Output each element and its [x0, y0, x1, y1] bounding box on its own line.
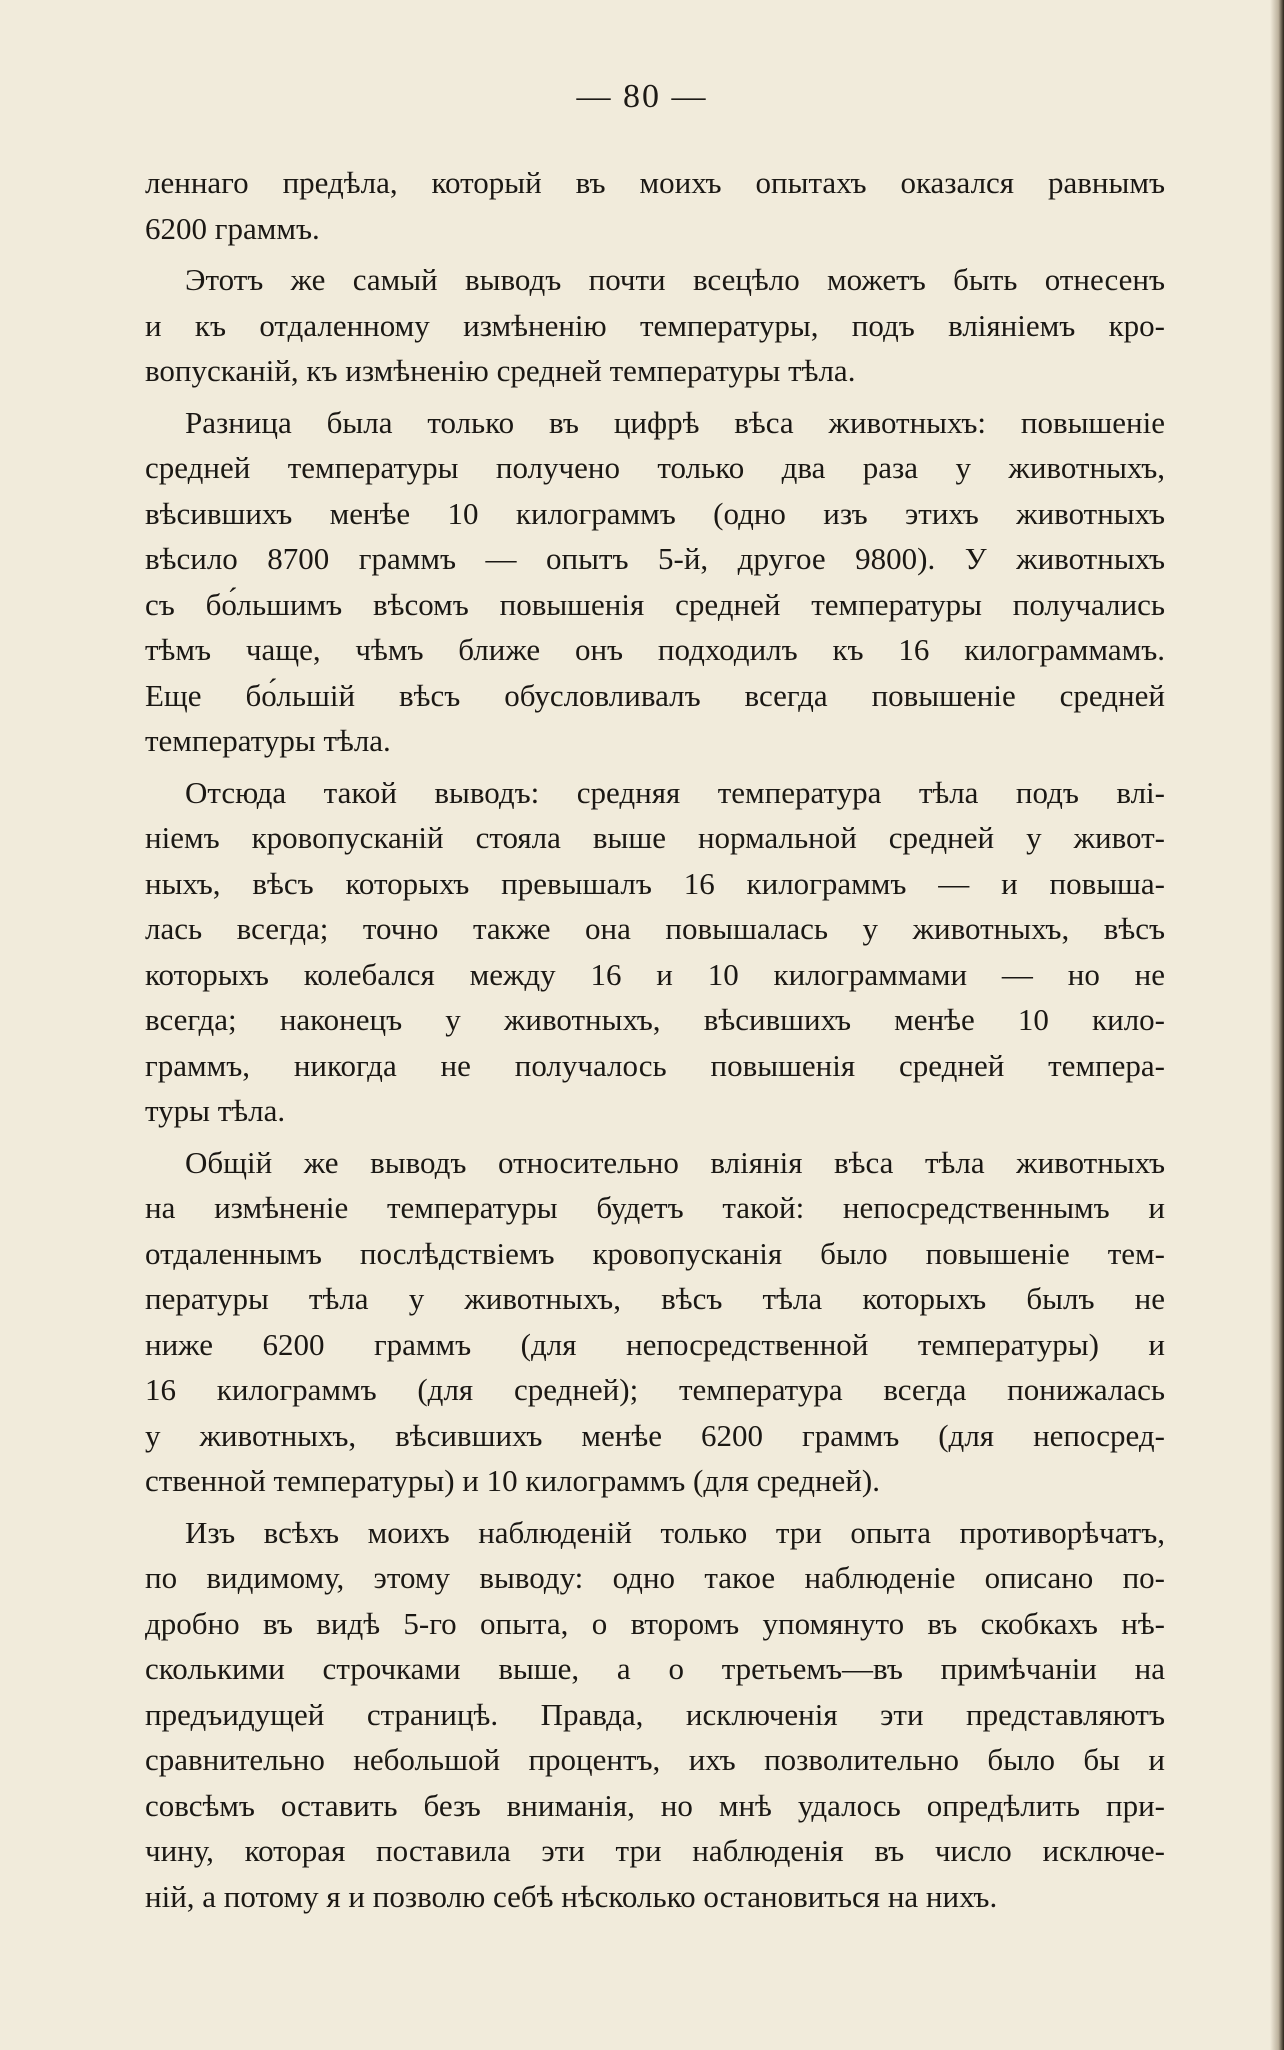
text-line: туры тѣла. — [145, 1093, 286, 1128]
paragraph-p1 — [145, 160, 1165, 251]
text-line: средней температуры получено только два раза у животныхъ, — [145, 450, 1165, 485]
text-line: ственной температуры) и 10 килограммъ (для средней). — [145, 1463, 880, 1498]
page-edge-shadow — [1270, 0, 1284, 2050]
text-line: вѣсило 8700 граммъ — опытъ 5-й, другое 9800). У животныхъ — [145, 541, 1165, 576]
text-line: съ бо́льшимъ вѣсомъ повышенія средней температуры получались — [145, 586, 1165, 622]
text-line: по видимому, этому выводу: одно такое наблюденіе описано по- — [145, 1560, 1165, 1595]
text-line: Еще бо́льшій вѣсъ обусловливалъ всегда повышеніе средней — [145, 677, 1165, 713]
text-line: ній, а потому я и позволю себѣ нѣсколько остановиться на нихъ. — [145, 1878, 998, 1914]
text-line: вѣсившихъ менѣе 10 килограммъ (одно изъ этихъ животныхъ — [145, 495, 1165, 531]
text-line: тѣмъ чаще, чѣмъ ближе онъ подходилъ къ 16 килограммамъ. — [145, 632, 1165, 667]
text-line: которыхъ колебался между 16 и 10 килограммами — но не — [145, 956, 1165, 992]
text-line: всегда; наконецъ у животныхъ, вѣсившихъ менѣе 10 кило- — [145, 1002, 1165, 1037]
text-line: ніемъ кровопусканій стояла выше нормальной средней у живот- — [145, 820, 1165, 855]
text-line: Разница была только въ цифрѣ вѣса животныхъ: повышеніе — [185, 404, 1165, 440]
text-line: ныхъ, вѣсъ которыхъ превышалъ 16 килограммъ — и повыша- — [145, 865, 1165, 901]
body-text — [145, 160, 1165, 1925]
paragraph-p3 — [145, 400, 1165, 764]
text-line: Изъ всѣхъ моихъ наблюденій только три опыта противорѣчатъ, — [185, 1514, 1165, 1550]
text-line: сколькими строчками выше, а о третьемъ—въ примѣчаніи на — [145, 1651, 1165, 1686]
text-line: предъидущей страницѣ. Правда, исключенія эти представляютъ — [145, 1696, 1165, 1732]
text-line: температуры тѣла. — [145, 723, 391, 758]
text-line: 16 килограммъ (для средней); температура всегда понижалась — [145, 1372, 1165, 1407]
text-line: дробно въ видѣ 5-го опыта, о второмъ упомянуто въ скобкахъ нѣ- — [145, 1605, 1165, 1641]
paragraph-p2 — [145, 257, 1165, 394]
text-line: чину, которая поставила эти три наблюденія въ число исключе- — [145, 1833, 1165, 1868]
text-line: сравнительно небольшой процентъ, ихъ позволительно было бы и — [145, 1742, 1165, 1777]
paragraph-p6 — [145, 1510, 1165, 1920]
text-line: отдаленнымъ послѣдствіемъ кровопусканія было повышеніе тем- — [145, 1235, 1165, 1271]
page-number: — 80 — — [576, 78, 708, 115]
text-line: леннаго предѣла, который въ моихъ опытахъ оказался равнымъ — [145, 165, 1165, 200]
text-line: совсѣмъ оставить безъ вниманія, но мнѣ удалось опредѣлить при- — [145, 1787, 1165, 1823]
text-line: ниже 6200 граммъ (для непосредственной температуры) и — [145, 1326, 1165, 1362]
text-line: пературы тѣла у животныхъ, вѣсъ тѣла которыхъ былъ не — [145, 1281, 1165, 1316]
text-line: Отсюда такой выводъ: средняя температура тѣла подъ влі- — [185, 774, 1165, 810]
text-line: Общій же выводъ относительно вліянія вѣса тѣла животныхъ — [185, 1144, 1165, 1180]
text-line: у животныхъ, вѣсившихъ менѣе 6200 граммъ (для непосред- — [145, 1417, 1165, 1453]
text-line: на измѣненіе температуры будетъ такой: непосредственнымъ и — [145, 1190, 1165, 1225]
text-line: и къ отдаленному измѣненію температуры, подъ вліяніемъ кро- — [145, 307, 1165, 343]
text-line: 6200 граммъ. — [145, 210, 320, 246]
text-line: граммъ, никогда не получалось повышенія средней темпера- — [145, 1047, 1165, 1083]
text-line: лась всегда; точно также она повышалась у животныхъ, вѣсъ — [145, 911, 1165, 946]
paragraph-p5 — [145, 1140, 1165, 1504]
paragraph-p4 — [145, 770, 1165, 1134]
text-line: Этотъ же самый выводъ почти всецѣло можетъ быть отнесенъ — [185, 262, 1165, 297]
text-line: вопусканій, къ измѣненію средней температуры тѣла. — [145, 353, 856, 388]
